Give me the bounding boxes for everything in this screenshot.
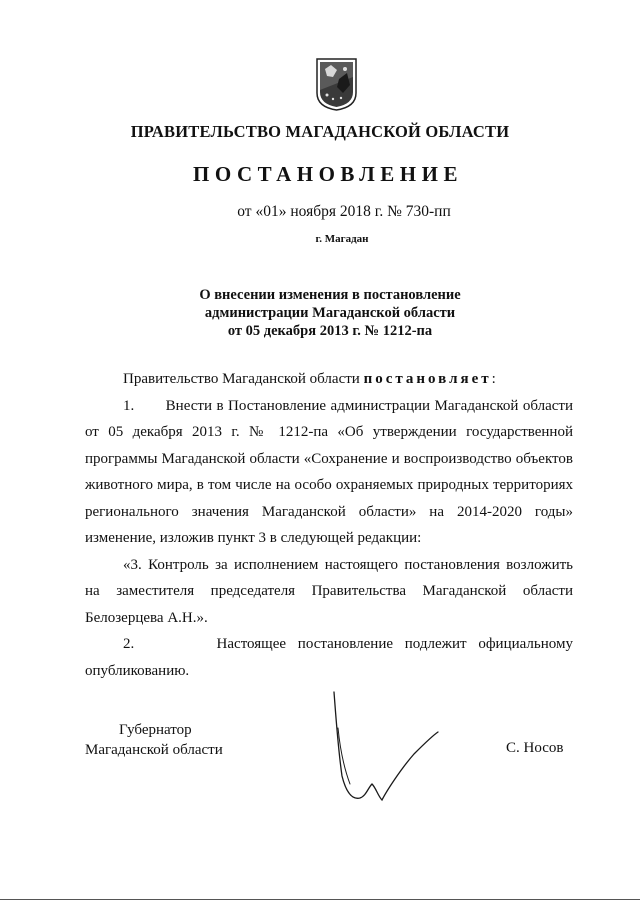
subject-line-3: от 05 декабря 2013 г. № 1212-па [227,323,433,339]
page-bottom-rule [0,899,640,900]
subject-line-1: О внесении изменения в постановление [199,287,461,303]
organization-name: ПРАВИТЕЛЬСТВО МАГАДАНСКОЙ ОБЛАСТИ [130,122,510,141]
item-2-number: 2. [123,636,135,652]
subject-line-2: администрации Магаданской области [204,305,456,321]
item-1-text: Внести в Постановление администрации Магаданской области от 05 декабря 2013 г. № 1212-па «Об утверждении государственной программы Магаданской области «Сохранение и воспроизводство объектов животного мира, в том числе на особо охраняемых природных территориях регионального значения Магаданской области» на 2014-2020 годы» изменение, изложив пункт 3 в следующей редакции: [85,397,574,546]
document-city: г. Магадан [315,233,369,245]
item-1-number: 1. [123,397,135,414]
document-body [85,366,573,684]
item-2-paragraph [85,631,573,684]
item-2-text: Настоящее постановление подлежит официальному опубликованию. [85,636,573,679]
preamble-colon: : [491,371,496,387]
signatory-title-line-2: Магаданской области [85,742,223,758]
preamble-verb: постановляет [363,371,492,387]
signatory-name: С. Носов [506,740,564,756]
signatory-title [85,720,223,760]
quote-paragraph: «3. Контроль за исполнением настоящего постановления возложить на заместителя председателя Правительства Магаданской области Белозерцева А.Н.». [85,556,573,626]
document-subject [0,286,640,340]
signatory-title-line-1: Губернатор [119,722,192,738]
preamble-text: Правительство Магаданской области [123,371,364,387]
coat-of-arms-emblem [315,57,358,112]
item-1-paragraph [85,393,573,552]
document-date-number: от «01» ноября 2018 г. № 730-пп [237,203,451,220]
preamble-paragraph [85,366,573,393]
handwritten-signature [328,688,448,810]
document-type-title: ПОСТАНОВЛЕНИЕ [193,162,463,186]
